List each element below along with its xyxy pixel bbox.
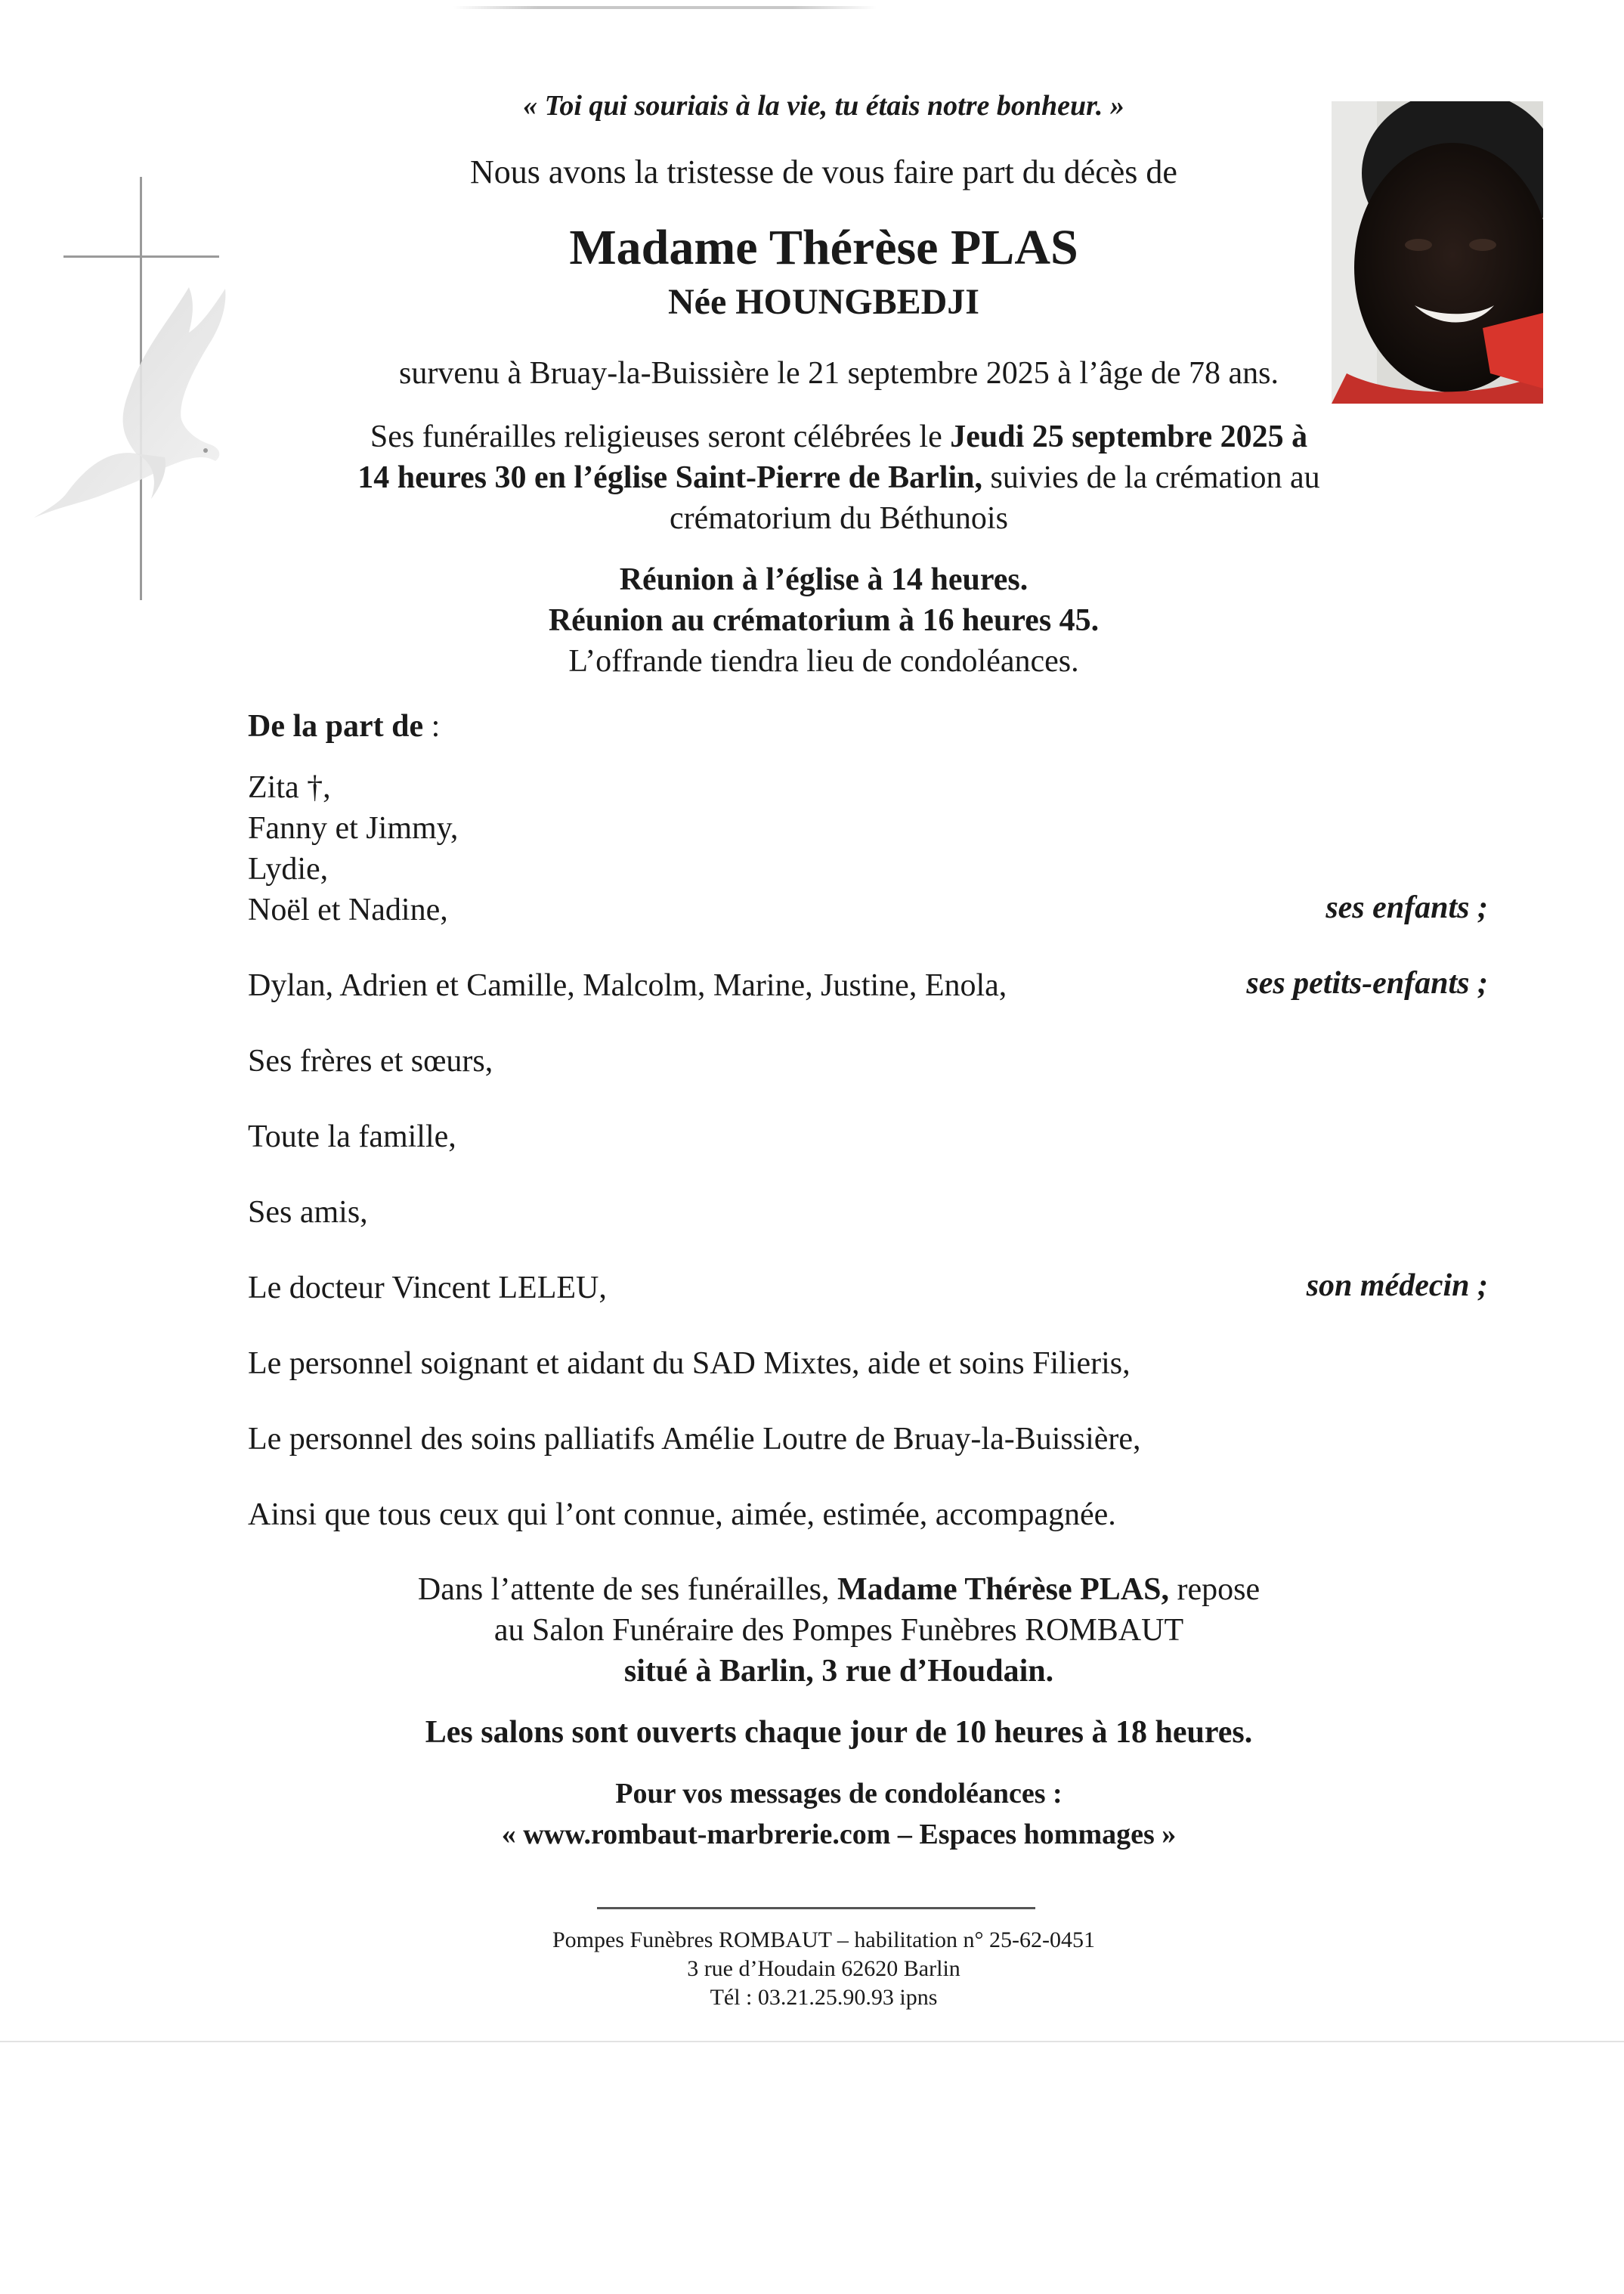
from-label: De la part de : [248,709,441,744]
list-item: Fanny et Jimmy, [248,811,459,846]
staff-line-1: Le personnel soignant et aidant du SAD Mixtes, aide et soins Filieris, [248,1346,1131,1381]
rest-address: situé à Barlin, 3 rue d’Houdain. [623,1654,1054,1689]
funeral-home-address: 3 rue d’Houdain 62620 Barlin [687,1956,960,1981]
doctor-line: Le docteur Vincent LELEU, [248,1271,607,1305]
staff-line-2: Le personnel des soins palliatifs Amélie Loutre de Bruay-la-Buissière, [248,1422,1141,1457]
friends-line: Ses amis, [248,1195,368,1230]
website-link: « www.rombaut-marbrerie.com – Espaces hommages » [501,1819,1177,1850]
memorial-quote: « Toi qui souriais à la vie, tu étais notre bonheur. » [523,90,1124,122]
funeral-place: 14 heures 30 en l’église Saint-Pierre de Barlin, [357,460,982,495]
list-item: Zita †, [248,770,331,805]
footer [378,1926,1270,2012]
others-line: Ainsi que tous ceux qui l’ont connue, aimée, estimée, accompagnée. [248,1497,1116,1532]
list-item: Noël et Nadine, [248,893,448,927]
grandchildren-list: Dylan, Adrien et Camille, Malcolm, Marine, Justine, Enola, [248,968,1007,1003]
siblings-line: Ses frères et sœurs, [248,1044,493,1079]
opening-hours: Les salons sont ouverts chaque jour de 10 heures à 18 heures. [425,1715,1253,1750]
church-meeting: Réunion à l’église à 14 heures. [619,562,1029,597]
maiden-name: Née HOUNGBEDJI [668,282,979,322]
funeral-date: Jeudi 25 septembre 2025 à [950,419,1308,454]
children-role: ses enfants ; [1325,890,1488,925]
offering-note: L’offrande tiendra lieu de condoléances. [568,644,1079,679]
grandchildren-role: ses petits-enfants ; [1246,966,1488,1001]
list-item: Lydie, [248,852,329,887]
funeral-home-phone: Tél : 03.21.25.90.93 ipns [710,1985,938,2010]
children-list [248,767,458,930]
funeral-details: Ses funérailles religieuses seront célébrées le Jeudi 25 septembre 2025 à 14 heures 30 en l’église Saint-Pierre de Barlin, suivies de la crémation au crématorium du Béthunois [357,419,1320,536]
crematorium-meeting: Réunion au crématorium à 16 heures 45. [548,603,1100,638]
deceased-name: Madame Thérèse PLAS [569,220,1078,275]
announcement-intro: Nous avons la tristesse de vous faire part du décès de [470,153,1177,190]
meeting-info [355,559,1292,682]
family-line: Toute la famille, [248,1119,456,1154]
footer-divider [597,1907,1035,1909]
bottom-rule [0,2041,1624,2042]
top-rule [453,6,877,9]
death-details: survenu à Bruay-la-Buissière le 21 septembre 2025 à l’âge de 78 ans. [399,356,1279,391]
funeral-home-name: Pompes Funèbres ROMBAUT – habilitation n° 25-62-0451 [552,1927,1096,1952]
dove-icon [30,280,234,522]
doctor-role: son médecin ; [1306,1268,1488,1303]
rest-location: Dans l’attente de ses funérailles, Madame Thérèse PLAS, repose au Salon Funéraire des Pompes Funèbres ROMBAUT situé à Barlin, 3 rue d’Houdain. [417,1572,1261,1689]
condolence-messages: Pour vos messages de condoléances : « www.rombaut-marbrerie.com – Espaces hommages » [302,1773,1375,1855]
cross-icon-horizontal [63,255,219,258]
